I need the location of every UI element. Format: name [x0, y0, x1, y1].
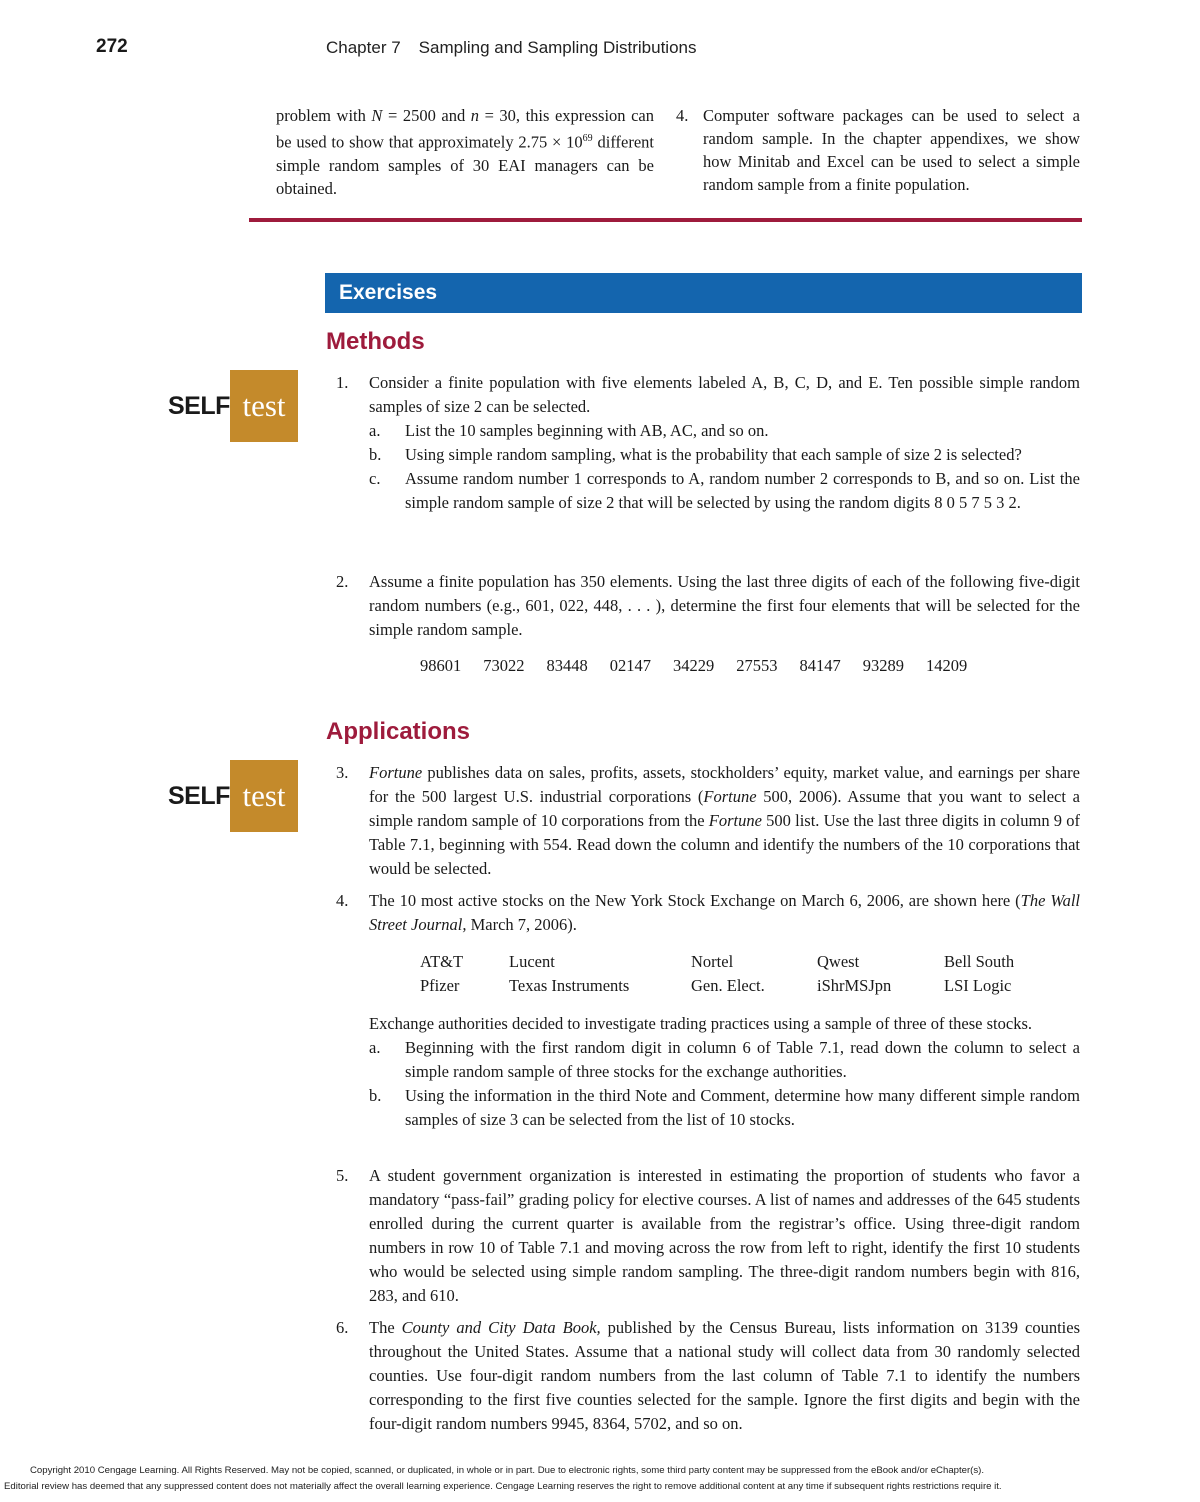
- exercise-3: 3. Fortune publishes data on sales, profits, assets, stockholders’ equity, market value, and earnings per share for the 500 largest U.S. industrial corporations (Fortune 500, 2006). Assume that you want to select a simple random sample of 10 corporations from the Fortune 500 list. Use the last three digits in column 9 of Table 7.1, beginning with 554. Read down the column and identify the numbers of the 10 corporations that would be selected.: [336, 761, 1080, 881]
- stock-list: [369, 950, 1080, 998]
- exercise-2-text: Assume a finite population has 350 elements. Using the last three digits of each of the following five-digit random numbers (e.g., 601, 022, 448, . . . ), determine the first four elements that will be selected for the simple random sample.: [369, 572, 1080, 639]
- exercise-5-text: A student government organization is interested in estimating the proportion of students who favor a mandatory “pass-fail” grading policy for elective courses. A list of names and addresses of the 645 students enrolled during the current quarter is available from the registrar’s office. Using three-digit random numbers in row 10 of Table 7.1 and moving across the row from left to right, identify the first 10 students who would be selected using simple random sampling. The three-digit random numbers begin with 816, 283, and 610.: [369, 1166, 1080, 1305]
- random-number: 84147: [799, 656, 841, 675]
- stock-name: iShrMSJpn: [817, 976, 892, 995]
- page-number: 272: [96, 36, 128, 57]
- note-number: 4.: [676, 106, 689, 125]
- exercise-4: 4. The 10 most active stocks on the New York Stock Exchange on March 6, 2006, are shown here (The Wall Street Journal, March 7, 2006). AT&T Lucent Nortel Qwest Bell South Pfizer Texas Instruments Gen. Elect. iShrMSJpn LSI Logic Exchange authorities decided to investigate trading practices using a sample of three of these stocks. a. Beginning with the first random digit in column 6 of Table 7.1, read down the column to select a simple random sample of three stocks for the exchange authorities. b. Using the information in the third Note and Comment, determine how many different simple random samples of size 3 can be selected from the list of 10 stocks.: [336, 889, 1080, 1132]
- exercises-banner: Exercises: [325, 273, 1082, 313]
- section-divider: [249, 218, 1082, 222]
- applications-heading: Applications: [326, 718, 471, 745]
- exercise-1a: a. List the 10 samples beginning with AB, AC, and so on.: [369, 421, 769, 440]
- exercise-5: 5. A student government organization is interested in estimating the proportion of students who favor a mandatory “pass-fail” grading policy for elective courses. A list of names and addresses of the 645 students enrolled during the current quarter is available from the registrar’s office. Using three-digit random numbers in row 10 of Table 7.1 and moving across the row from left to right, identify the first 10 students who would be selected using simple random sampling. The three-digit random numbers begin with 816, 283, and 610.: [336, 1164, 1080, 1308]
- exercise-6-text: The County and City Data Book, published by the Census Bureau, lists information on 3139 counties throughout the United States. Assume that a national study will collect data from 30 randomly selected counties. Use four-digit random numbers from the last column of Table 7.1 to identify the numbers corresponding to the first five counties selected for the sample. Ignore the first digits and begin with the four-digit random numbers 9945, 8364, 5702, and so on.: [369, 1318, 1080, 1433]
- random-number: 34229: [673, 656, 715, 675]
- random-number: 93289: [862, 656, 904, 675]
- self-test-test: test: [230, 760, 298, 832]
- stock-name: Pfizer: [420, 976, 460, 995]
- exercise-1: 1. Consider a finite population with five elements labeled A, B, C, D, and E. Ten possible simple random samples of size 2 can be selected. a. List the 10 samples beginning with AB, AC, and so on. b. Using simple random sampling, what is the probability that each sample of size 2 is selected? c. Assume random number 1 corresponds to A, random number 2 corresponds to B, and so on. List the simple random sample of size 2 that will be selected by using the random digits 8 0 5 7 5 3 2.: [336, 371, 1080, 515]
- self-test-self: SELF: [168, 781, 230, 810]
- exercise-4b: b. Using the information in the third Note and Comment, determine how many different simple random samples of size 3 can be selected from the list of 10 stocks.: [369, 1086, 1080, 1129]
- copyright-line-1: Copyright 2010 Cengage Learning. All Rights Reserved. May not be copied, scanned, or duplicated, in whole or in part. Due to electronic rights, some third party content may be suppressed from the eBook and/or eChapter(s).: [30, 1465, 985, 1476]
- note-text: Computer software packages can be used to select a random sample. In the chapter appendixes, we show how Minitab and Excel can be used to select a simple random sample from a finite population.: [703, 106, 1080, 194]
- exercise-6: 6. The County and City Data Book, published by the Census Bureau, lists information on 3139 counties throughout the United States. Assume that a national study will collect data from 30 randomly selected counties. Use four-digit random numbers from the last column of Table 7.1 to identify the numbers corresponding to the first five counties selected for the sample. Ignore the first digits and begin with the four-digit random numbers 9945, 8364, 5702, and so on.: [336, 1316, 1080, 1436]
- exercise-2: 2. Assume a finite population has 350 elements. Using the last three digits of each of the following five-digit random numbers (e.g., 601, 022, 448, . . . ), determine the first four elements that will be selected for the simple random sample. 98601 73022 83448 02147 34229 27553 84147 93289 14209: [336, 570, 1080, 678]
- exercise-1b: b. Using simple random sampling, what is the probability that each sample of size 2 is selected?: [369, 445, 1022, 464]
- stock-name: Bell South: [944, 952, 1015, 971]
- running-head: [326, 38, 696, 58]
- self-test-badge: [168, 762, 298, 830]
- stock-name: LSI Logic: [944, 976, 1012, 995]
- random-number: 98601: [420, 656, 462, 675]
- stock-name: Gen. Elect.: [691, 976, 765, 995]
- continuation-left-column: problem with N = 2500 and n = 30, this expression can be used to show that approximately $2.75 \times 10^{69}$ different simple random samples of 30 EAI managers can be obtained.: [276, 106, 654, 198]
- exercise-4-after: Exchange authorities decided to investigate trading practices using a sample of three of these stocks.: [369, 1014, 1032, 1033]
- exercise-3-text: Fortune publishes data on sales, profits, assets, stockholders’ equity, market value, and earnings per share for the 500 largest U.S. industrial corporations (Fortune 500, 2006). Assume that you want to select a simple random sample of 10 corporations from the Fortune 500 list. Use the last three digits in column 9 of Table 7.1, beginning with 554. Read down the column and identify the numbers of the 10 corporations that would be selected.: [369, 763, 1080, 878]
- random-number: 27553: [736, 656, 778, 675]
- random-number: 14209: [926, 656, 968, 675]
- self-test-test: test: [230, 370, 298, 442]
- self-test-self: SELF: [168, 391, 230, 420]
- random-number: 83448: [546, 656, 588, 675]
- stock-name: Lucent: [509, 952, 555, 971]
- copyright-line-2: Editorial review has deemed that any suppressed content does not materially affect the overall learning experience. Cengage Learning reserves the right to remove additional content at any time if subsequent rights restrictions require it.: [4, 1481, 1002, 1492]
- random-number: 73022: [483, 656, 525, 675]
- chapter-title: Sampling and Sampling Distributions: [418, 38, 697, 57]
- self-test-badge: [168, 372, 298, 440]
- random-number: 02147: [609, 656, 651, 675]
- exercise-4-text: The 10 most active stocks on the New York Stock Exchange on March 6, 2006, are shown here (The Wall Street Journal, March 7, 2006).: [369, 891, 1080, 934]
- stock-name: Texas Instruments: [509, 976, 630, 995]
- random-number-list: [369, 654, 1080, 678]
- exercise-1c: c. Assume random number 1 corresponds to A, random number 2 corresponds to B, and so on. List the simple random sample of size 2 that will be selected by using the random digits 8 0 5 7 5 3 2.: [369, 469, 1080, 512]
- stock-name: Nortel: [691, 952, 734, 971]
- methods-heading: Methods: [326, 328, 425, 355]
- exercise-1-intro: Consider a finite population with five elements labeled A, B, C, D, and E. Ten possible simple random samples of size 2 can be selected.: [369, 373, 1080, 416]
- copyright-footer: [0, 1463, 1200, 1495]
- chapter-label: Chapter 7: [326, 38, 401, 57]
- continuation-right-column: [676, 104, 1080, 196]
- stock-name: AT&T: [420, 952, 464, 971]
- stock-name: Qwest: [817, 952, 860, 971]
- exercise-4a: a. Beginning with the first random digit in column 6 of Table 7.1, read down the column to select a simple random sample of three stocks for the exchange authorities.: [369, 1038, 1080, 1081]
